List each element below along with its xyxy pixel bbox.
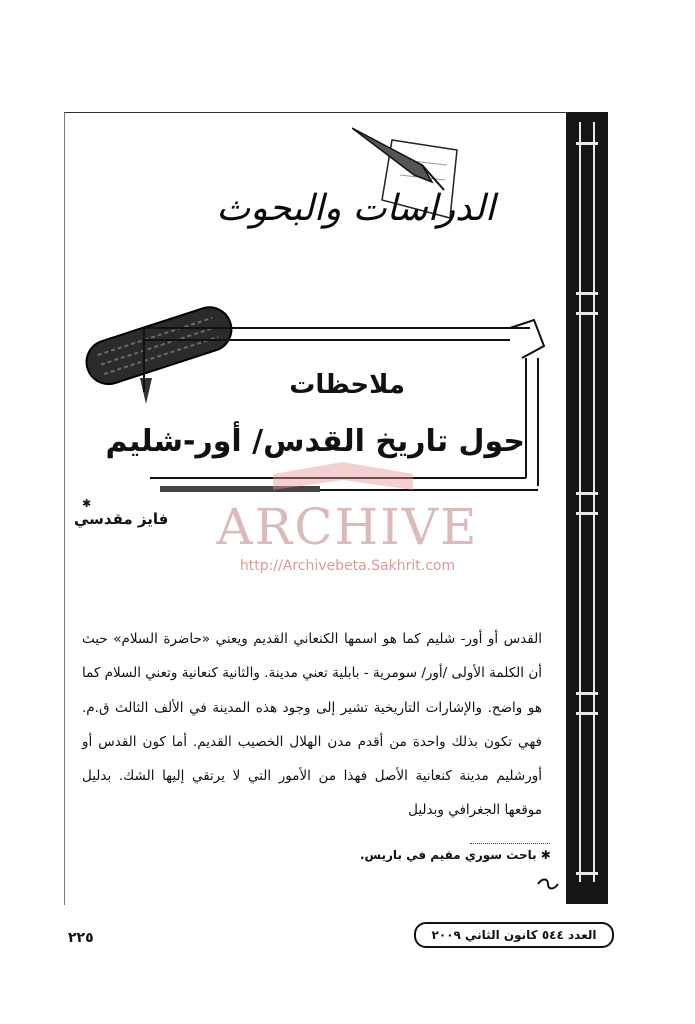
footnote-divider <box>470 843 550 844</box>
article-title-line-1: ملاحظات <box>289 370 405 400</box>
corner-ornament-icon <box>536 876 560 892</box>
article-author: فايز مقدسي <box>74 510 169 528</box>
issue-label: العدد ٥٤٤ كانون الثاني ٢٠٠٩ <box>414 922 614 948</box>
page-number: ٢٢٥ <box>68 930 94 946</box>
article-title-line-2: حول تاريخ القدس/ أور-شليم <box>105 424 525 459</box>
body-paragraph: القدس أو أور- شليم كما هو اسمها الكنعاني القديم ويعني «حاضرة السلام» حيث أن الكلمة الأولى /أور/ سومرية - بابلية تعني مدينة. والثانية كنعانية وتعني السلام كما هو واضح. والإشارات التاريخية تشير إلى وجود هذه المدينة في الألف الثالث ق.م. فهي تكون بذلك واحدة من أقدم مدن الهلال الخصيب القديم. أما كون القدس أو أورشليم مدينة كنعانية الأصل فهذا من الأمور التي لا يرتقي إليها الشك. بدليل موقعها الجغرافي وبدليل <box>82 631 542 819</box>
watermark-book-icon <box>268 454 418 494</box>
article-body <box>82 622 542 828</box>
author-footnote: ✱ باحث سوري مقيم في باريس. <box>360 848 551 862</box>
watermark-text: ARCHIVE <box>216 498 479 556</box>
section-title: الدراسات والبحوث <box>216 188 495 229</box>
watermark-url: http://Archivebeta.Sakhrit.com <box>239 558 456 574</box>
author-marker: ✱ <box>82 497 92 510</box>
